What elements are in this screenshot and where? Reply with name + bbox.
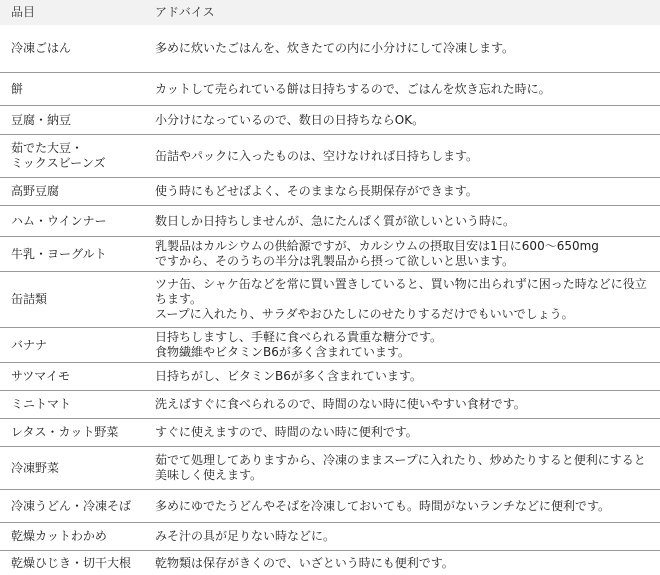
column-header-item: 品目 — [0, 0, 145, 25]
table-row — [0, 237, 660, 272]
item-text: サツマイモ — [11, 369, 139, 384]
item-cell — [0, 73, 145, 106]
advice-cell — [145, 237, 660, 272]
item-cell — [0, 523, 145, 551]
table-row — [0, 178, 660, 206]
table-row — [0, 106, 660, 135]
advice-text: 日持ちしますし、手軽に食べられる貴重な糖分です。 — [155, 330, 654, 345]
item-text: 乾燥カットわかめ — [11, 529, 139, 544]
item-text: 乾燥ひじき・切干大根 — [11, 556, 139, 571]
advice-text: 食物繊維やビタミンB6が多く含まれています。 — [155, 345, 654, 360]
item-cell — [0, 206, 145, 237]
table-row — [0, 25, 660, 73]
table-header-row — [0, 0, 660, 25]
item-cell — [0, 363, 145, 391]
advice-cell — [145, 363, 660, 391]
advice-text: ツナ缶、シャケ缶などを常に買い置きしていると、買い物に出られずに困った時などに役立ちます。 — [155, 277, 654, 307]
advice-cell — [145, 419, 660, 447]
advice-cell — [145, 447, 660, 490]
item-text: 冷凍ごはん — [11, 41, 139, 56]
item-text: 豆腐・納豆 — [11, 113, 139, 128]
item-cell — [0, 135, 145, 178]
advice-text: 乳製品はカルシウムの供給源ですが、カルシウムの摂取目安は1日に600〜650mg — [155, 239, 654, 254]
advice-cell — [145, 25, 660, 73]
advice-text: みそ汁の具が足りない時などに。 — [155, 529, 654, 544]
item-cell — [0, 178, 145, 206]
table-row — [0, 447, 660, 490]
advice-text: 多めに炊いたごはんを、炊きたての内に小分けにして冷凍します。 — [155, 41, 654, 56]
advice-text: 缶詰やパックに入ったものは、空けなければ日持ちします。 — [155, 149, 654, 164]
item-text: ミックスビーンズ — [11, 156, 139, 171]
table-row — [0, 363, 660, 391]
item-text: 茹でた大豆・ — [11, 141, 139, 156]
advice-text: 小分けになっているので、数日の日持ちならOK。 — [155, 113, 654, 128]
item-text: 冷凍野菜 — [11, 461, 139, 476]
advice-text: 日持ちがし、ビタミンB6が多く含まれています。 — [155, 369, 654, 384]
item-text: ミニトマト — [11, 397, 139, 412]
advice-text: 使う時にもどせばよく、そのままなら長期保存ができます。 — [155, 184, 654, 199]
advice-text: 茹でて処理してありますから、冷凍のままスープに入れたり、炒めたりすると便利にすると美味しく使えます。 — [155, 453, 654, 483]
column-header-advice: アドバイス — [145, 0, 660, 25]
item-cell — [0, 551, 145, 575]
advice-text: カットして売られている餅は日持ちするので、ごはんを炊き忘れた時に。 — [155, 82, 654, 97]
advice-cell — [145, 178, 660, 206]
table-row — [0, 551, 660, 575]
table-row — [0, 206, 660, 237]
advice-cell — [145, 391, 660, 419]
item-cell — [0, 490, 145, 523]
advice-text: 数日しか日持ちしませんが、急にたんぱく質が欲しいという時に。 — [155, 214, 654, 229]
advice-cell — [145, 490, 660, 523]
item-text: ハム・ウインナー — [11, 214, 139, 229]
table-row — [0, 391, 660, 419]
item-text: レタス・カット野菜 — [11, 425, 139, 440]
advice-cell — [145, 135, 660, 178]
table-row — [0, 135, 660, 178]
item-text: 冷凍うどん・冷凍そば — [11, 499, 139, 514]
item-cell — [0, 419, 145, 447]
advice-text: 洗えばすぐに食べられるので、時間のない時に使いやすい食材です。 — [155, 397, 654, 412]
advice-text: ですから、そのうちの半分は乳製品から摂って欲しいと思います。 — [155, 254, 654, 269]
advice-cell — [145, 328, 660, 363]
table-row — [0, 272, 660, 328]
table-row — [0, 73, 660, 106]
advice-cell — [145, 106, 660, 135]
item-text: 餅 — [11, 82, 139, 97]
advice-text: すぐに使えますので、時間のない時に便利です。 — [155, 425, 654, 440]
item-cell — [0, 391, 145, 419]
item-cell — [0, 447, 145, 490]
advice-text: スープに入れたり、サラダやおひたしにのせたりするだけでもいいでしょう。 — [155, 307, 654, 322]
advice-cell — [145, 73, 660, 106]
item-text: 牛乳・ヨーグルト — [11, 247, 139, 262]
advice-cell — [145, 551, 660, 575]
item-text: 高野豆腐 — [11, 184, 139, 199]
table-row — [0, 490, 660, 523]
advice-cell — [145, 272, 660, 328]
table-row — [0, 419, 660, 447]
item-cell — [0, 106, 145, 135]
item-text: 缶詰類 — [11, 292, 139, 307]
advice-text: 多めにゆでたうどんやそばを冷凍しておいても。時間がないランチなどに便利です。 — [155, 499, 654, 514]
item-cell — [0, 25, 145, 73]
advice-cell — [145, 523, 660, 551]
advice-cell — [145, 206, 660, 237]
item-cell — [0, 328, 145, 363]
item-cell — [0, 237, 145, 272]
advice-text: 乾物類は保存がきくので、いざという時にも便利です。 — [155, 556, 654, 571]
item-text: バナナ — [11, 338, 139, 353]
table-row — [0, 523, 660, 551]
table-row — [0, 328, 660, 363]
item-cell — [0, 272, 145, 328]
